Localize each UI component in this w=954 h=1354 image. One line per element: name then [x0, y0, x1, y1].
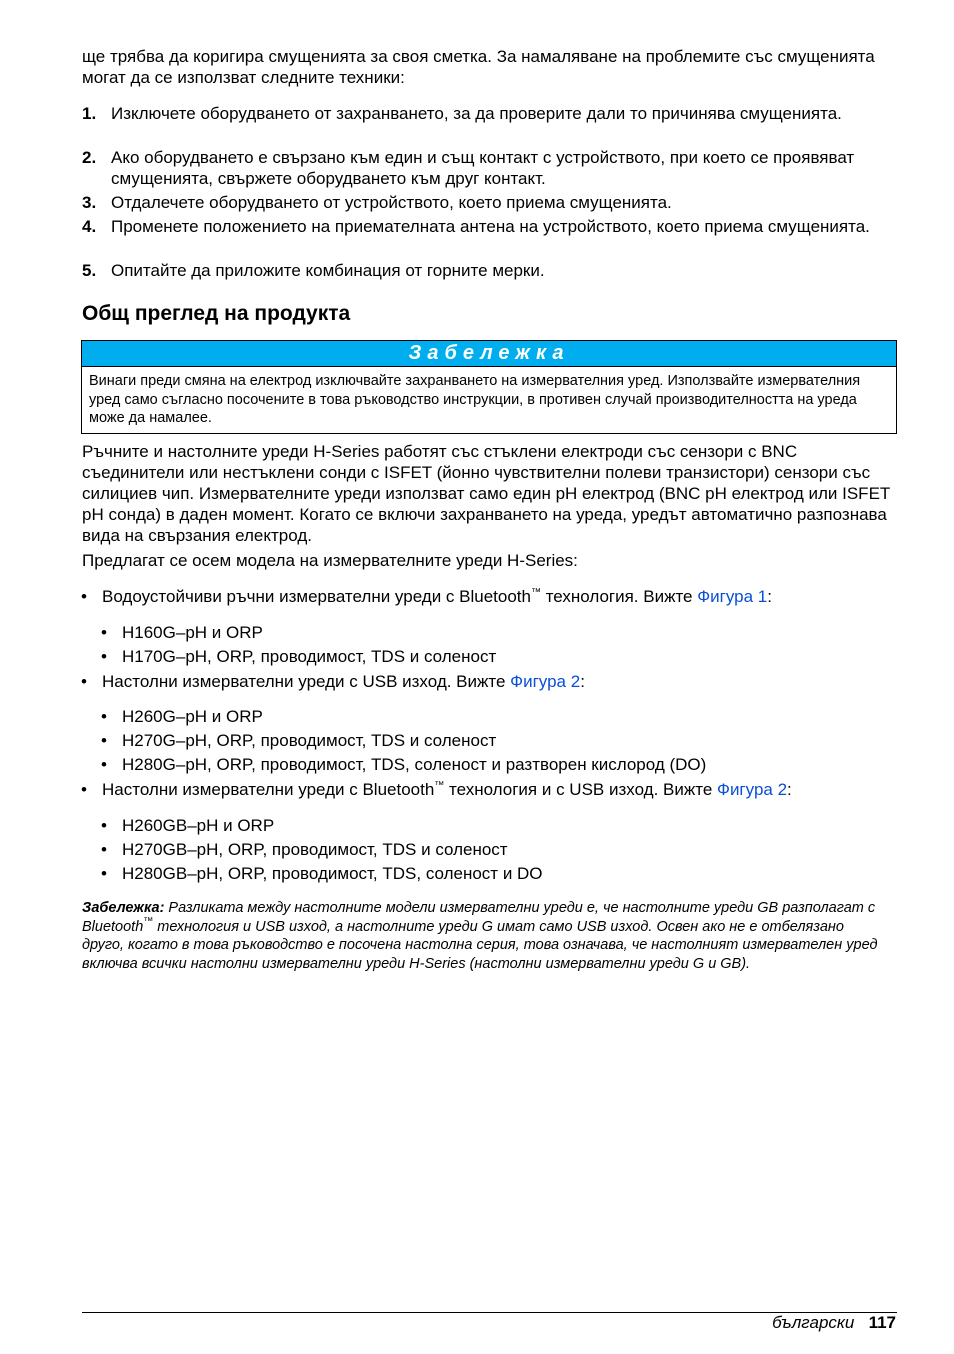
step-item	[82, 147, 871, 189]
sub-bullet-item	[101, 622, 263, 643]
step-number: 3.	[82, 193, 97, 212]
bullet-text: технология. Вижте	[540, 587, 698, 606]
bullet-item	[81, 586, 772, 607]
trademark: ™	[530, 587, 541, 598]
sub-bullet-item	[101, 754, 707, 775]
punct: :	[580, 672, 585, 691]
note-title: Забележка	[82, 341, 896, 367]
description-paragraph: Ръчните и настолните уреди H-Series работят със стъклени електроди със сензори с BNC съединители или нестъклени сонди с ISFET (йонно чувствителни полеви транзистори) сензори със силициев чип. Измервателните уреди използват само един pH електрод (BNC pH електрод или ISFET pH сонда) в даден момент. Когато се включи захранването на уреда, уредът автоматично разпознава вида на свързания електрод.	[82, 442, 890, 545]
bullet-text: Настолни измервателни уреди с Bluetooth	[102, 780, 435, 799]
footnote-text: технология и USB изход, а настолните уреди G имат само USB изход. Освен ако не е отбелязано друго, когато в това ръководство е посочена настолна серия, това означава, че настолният измервателен уред включва всички настолни измервателни уреди H-Series (настолни измервателни уреди G и GB).	[82, 918, 878, 972]
bullet-text: H170G–pH, ORP, проводимост, TDS и соленост	[122, 647, 497, 666]
figure-link[interactable]: Фигура 2	[510, 672, 581, 691]
intro-paragraph: ще трябва да коригира смущенията за своя сметка. За намаляване на проблемите със смущенията могат да се използват следните техники:	[82, 47, 875, 87]
note-body: Винаги преди смяна на електрод изключвайте захранването на измервателния уред. Използвайте измервателния уред само съгласно посочените в това ръководство инструкции, в противен случай производителността на уреда може да намалее.	[89, 373, 861, 426]
step-item	[82, 260, 871, 281]
bullet-text: Водоустойчиви ръчни измервателни уреди с Bluetooth	[102, 587, 531, 606]
bullet-text: H280G–pH, ORP, проводимост, TDS, соленост и разтворен кислород (DO)	[122, 755, 707, 774]
bullet-icon: •	[101, 647, 107, 666]
sub-bullet-item	[101, 706, 263, 727]
bullet-icon: •	[81, 672, 87, 691]
bullet-text: Настолни измервателни уреди с USB изход. Вижте	[102, 672, 511, 691]
bullet-icon: •	[81, 780, 87, 799]
footnote-label: Забележка:	[82, 900, 165, 916]
page-number: 117	[868, 1313, 896, 1332]
step-number: 1.	[82, 104, 97, 123]
figure-link[interactable]: Фигура 1	[697, 587, 768, 606]
bullet-text: H280GB–pH, ORP, проводимост, TDS, соленост и DO	[122, 864, 543, 883]
sub-bullet-item	[101, 815, 275, 836]
bullet-text: H260G–pH и ORP	[122, 707, 263, 726]
bullet-text: технология и с USB изход. Вижте	[444, 780, 718, 799]
bullet-icon: •	[101, 864, 107, 883]
bullet-text: H270G–pH, ORP, проводимост, TDS и соленост	[122, 731, 497, 750]
sub-bullet-item	[101, 730, 497, 751]
trademark: ™	[143, 915, 154, 927]
sub-bullet-item	[101, 646, 497, 667]
step-number: 4.	[82, 217, 97, 236]
sub-bullet-item	[101, 839, 508, 860]
bullet-icon: •	[81, 587, 87, 606]
footnote-text: Разликата между настолните модели измервателни уреди е, че настолните уреди GB разполагат с Bluetooth	[82, 900, 876, 935]
trademark: ™	[434, 780, 445, 791]
bullet-text: H270GB–pH, ORP, проводимост, TDS и соленост	[122, 840, 508, 859]
step-item	[82, 192, 871, 213]
step-text: Променете положението на приемателната антена на устройството, което приема смущенията.	[111, 217, 870, 236]
bullet-item	[81, 671, 585, 692]
step-number: 5.	[82, 261, 97, 280]
sub-bullet-item	[101, 863, 543, 884]
section-heading: Общ преглед на продукта	[82, 302, 351, 325]
step-item	[82, 103, 871, 124]
bullet-icon: •	[101, 816, 107, 835]
bullet-icon: •	[101, 755, 107, 774]
bullet-icon: •	[101, 707, 107, 726]
bullet-text: H260GB–pH и ORP	[122, 816, 275, 835]
footnote	[82, 899, 882, 973]
punct: :	[767, 587, 772, 606]
step-item	[82, 216, 871, 237]
step-text: Опитайте да приложите комбинация от горните мерки.	[111, 261, 545, 280]
bullet-icon: •	[101, 623, 107, 642]
step-number: 2.	[82, 148, 97, 167]
page-footer	[772, 1312, 896, 1333]
figure-link[interactable]: Фигура 2	[717, 780, 788, 799]
models-intro: Предлагат се осем модела на измервателните уреди H-Series:	[82, 551, 578, 570]
bullet-icon: •	[101, 840, 107, 859]
punct: :	[787, 780, 792, 799]
step-text: Изключете оборудването от захранването, за да проверите дали то причинява смущенията.	[111, 104, 842, 123]
footer-language: български	[772, 1313, 855, 1332]
bullet-text: H160G–pH и ORP	[122, 623, 263, 642]
step-text: Отдалечете оборудването от устройството, което приема смущенията.	[111, 193, 672, 212]
note-box	[81, 340, 897, 434]
bullet-item	[81, 779, 792, 800]
bullet-icon: •	[101, 731, 107, 750]
step-text: Ако оборудването е свързано към един и същ контакт с устройството, при което се проявяват смущенията, свържете оборудването към друг контакт.	[111, 148, 855, 188]
